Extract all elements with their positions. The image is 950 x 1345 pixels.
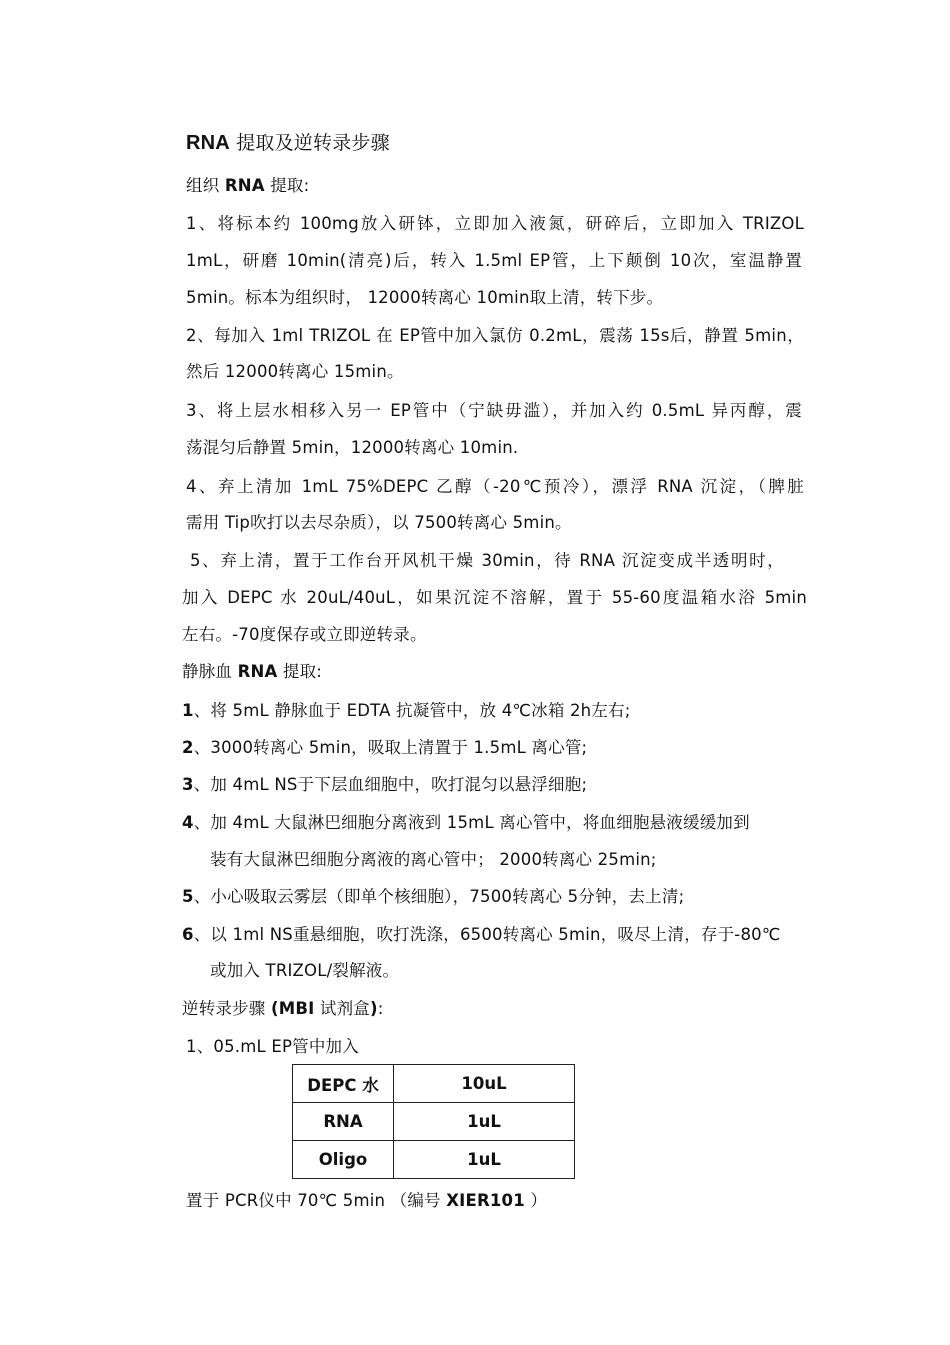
rt-heading-colon: :: [377, 999, 384, 1018]
table-row: [293, 1103, 575, 1141]
rt-after-close: ）: [530, 1191, 548, 1210]
tissue-heading-post: 提取:: [270, 176, 310, 195]
step-text: 、加 4mL NS于下层血细胞中，吹打混匀以悬浮细胞;: [193, 775, 588, 794]
tissue-heading-rna: RNA: [224, 176, 265, 195]
tissue-step-3-line-2: 荡混匀后静置 5min，12000转离心 10min.: [186, 438, 519, 457]
step-number: 5: [182, 887, 194, 906]
reagent-amount: 1uL: [394, 1141, 575, 1179]
tissue-step-1-line-3: 5min。标本为组织时， 12000转离心 10min取上清，转下步。: [186, 288, 664, 307]
blood-step-2: [182, 737, 587, 759]
title-rna: RNA: [186, 132, 230, 154]
tissue-step-5-line-3: 左右。-70度保存或立即逆转录。: [182, 625, 427, 644]
step-number: 4: [182, 813, 194, 832]
blood-step-6: [182, 924, 781, 946]
blood-step-6-cont: [210, 960, 399, 982]
rt-heading-close: ): [370, 999, 378, 1018]
reagent-name: DEPC 水: [293, 1065, 394, 1103]
step-text: 或加入 TRIZOL/裂解液。: [210, 961, 400, 980]
blood-heading: [182, 661, 322, 683]
tissue-step-4-line-1: 4、弃上清加 1mL 75%DEPC 乙醇（-20℃预冷），漂浮 RNA 沉淀，（脾脏: [186, 477, 804, 496]
blood-heading-pre: 静脉血: [182, 662, 233, 681]
tissue-step-1-line-2: 1mL，研磨 10min(清亮)后，转入 1.5ml EP管，上下颠倒 10次，室温静置: [186, 251, 802, 270]
blood-step-4: [182, 812, 750, 834]
reagent-table: [292, 1064, 575, 1179]
blood-heading-post: 提取:: [282, 662, 323, 681]
blood-step-5: [182, 886, 684, 908]
step-text: 、以 1ml NS重悬细胞，吹打洗涤，6500转离心 5min，吸尽上清，存于-80℃: [193, 925, 781, 944]
tissue-step-3-line-1: 3、将上层水相移入另一 EP管中（宁缺毋滥），并加入约 0.5mL 异丙醇，震: [186, 401, 802, 420]
rt-after-table: [186, 1190, 547, 1212]
tissue-step-2-line-1: 2、每加入 1ml TRIZOL 在 EP管中加入氯仿 0.2mL，震荡 15s后，静置 5min，: [186, 326, 804, 345]
step-text: 、将 5mL 静脉血于 EDTA 抗凝管中，放 4℃冰箱 2h左右;: [193, 701, 631, 720]
reagent-amount: 10uL: [394, 1065, 575, 1103]
table-row: [293, 1141, 575, 1179]
rt-heading: [182, 998, 384, 1020]
rt-after-text: 置于 PCR仪中 70℃ 5min （编号: [186, 1191, 441, 1210]
blood-step-3: [182, 774, 587, 796]
tissue-step-2-line-2: 然后 12000转离心 15min。: [186, 362, 404, 381]
tissue-heading: [186, 175, 309, 197]
tissue-step-5-line-2: 加入 DEPC 水 20uL/40uL，如果沉淀不溶解，置于 55-60度温箱水浴 5min: [182, 588, 807, 607]
tissue-heading-pre: 组织: [186, 176, 220, 195]
blood-step-1: [182, 700, 630, 722]
blood-heading-rna: RNA: [237, 662, 278, 681]
blood-step-4-cont: [210, 849, 657, 871]
rt-program-code: XIER101: [446, 1191, 525, 1210]
document-title: [186, 130, 390, 156]
reagent-name: RNA: [293, 1103, 394, 1141]
tissue-step-1-line-1: 1、将标本约 100mg放入研钵，立即加入液氮，研碎后，立即加入 TRIZOL: [186, 214, 804, 233]
step-text: 、加 4mL 大鼠淋巴细胞分离液到 15mL 离心管中，将血细胞悬液缓缓加到: [193, 813, 750, 832]
rt-heading-pre: 逆转录步骤: [182, 999, 266, 1018]
rt-heading-kit: (MBI: [270, 999, 315, 1018]
title-rest: 提取及逆转录步骤: [236, 132, 390, 154]
step-text: 、小心吸取云雾层（即单个核细胞），7500转离心 5分钟，去上清;: [193, 887, 685, 906]
step-number: 1: [182, 701, 194, 720]
table-row: [293, 1065, 575, 1103]
step-number: 2: [182, 738, 194, 757]
step-text: 、3000转离心 5min，吸取上清置于 1.5mL 离心管;: [193, 738, 588, 757]
rt-heading-mid: 试剂盒: [319, 999, 370, 1018]
tissue-step-5-line-1: 5、弃上清，置于工作台开风机干燥 30min，待 RNA 沉淀变成半透明时，: [190, 551, 784, 570]
step-text: 装有大鼠淋巴细胞分离液的离心管中； 2000转离心 25min;: [210, 850, 657, 869]
rt-step-1: 1、05.mL EP管中加入: [186, 1037, 359, 1056]
reagent-amount: 1uL: [394, 1103, 575, 1141]
tissue-step-4-line-2: 需用 Tip吹打以去尽杂质），以 7500转离心 5min。: [186, 513, 572, 532]
step-number: 3: [182, 775, 194, 794]
step-number: 6: [182, 925, 194, 944]
reagent-name: Oligo: [293, 1141, 394, 1179]
